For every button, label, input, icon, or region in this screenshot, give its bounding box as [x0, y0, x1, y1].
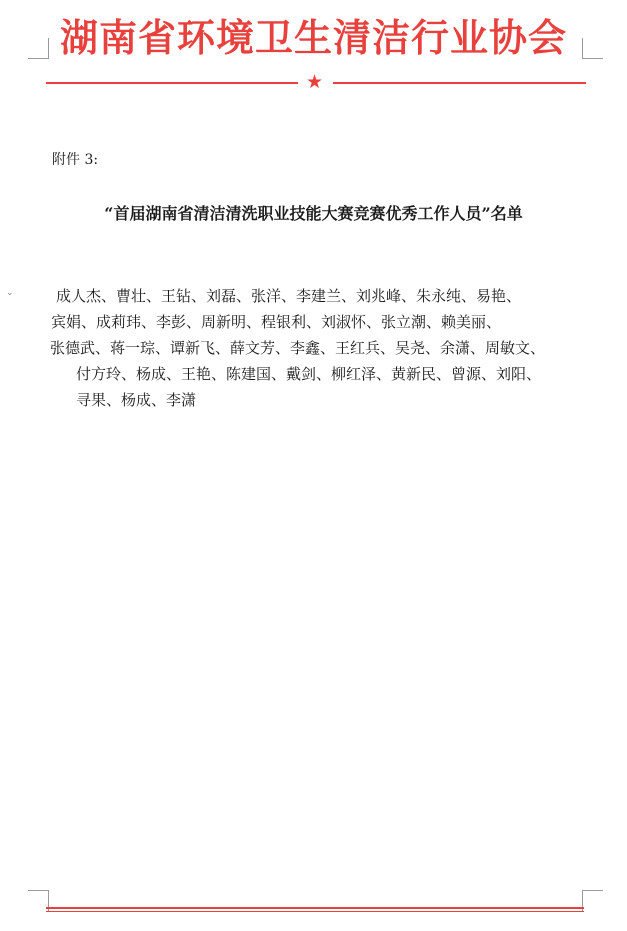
margin-marker-icon: ⌄: [6, 288, 14, 298]
footer-rule-thick: [46, 907, 584, 909]
letterhead-rule-left: [46, 82, 298, 84]
document-title: “首届湖南省清洁清洗职业技能大赛竞赛优秀工作人员”名单: [104, 204, 523, 223]
crop-mark-bottom-right: [582, 890, 603, 911]
letterhead-rule-right: [333, 82, 586, 84]
footer-rule-thin: [46, 911, 584, 912]
letterhead-title: 湖南省环境卫生清洁行业协会: [59, 16, 567, 60]
name-list-line: 成人杰、曹壮、王钻、刘磊、张洋、李建兰、刘兆峰、朱永纯、易艳、: [56, 287, 522, 305]
attachment-label: 附件 3:: [52, 152, 99, 168]
name-list: [50, 283, 590, 413]
name-list-line: 宾娟、成莉玮、李彭、周新明、程银利、刘淑怀、张立潮、赖美丽、: [51, 313, 502, 331]
name-list-line: 寻果、杨成、李潇: [76, 391, 197, 409]
name-list-line: 张德武、蒋一琮、谭新飞、薛文芳、李鑫、王红兵、吴尧、余潇、周敏文、: [50, 339, 546, 357]
name-list-line: 付方玲、杨成、王艳、陈建国、戴剑、柳红泽、黄新民、曾源、刘阳、: [76, 365, 542, 383]
star-icon: ★: [306, 71, 324, 93]
